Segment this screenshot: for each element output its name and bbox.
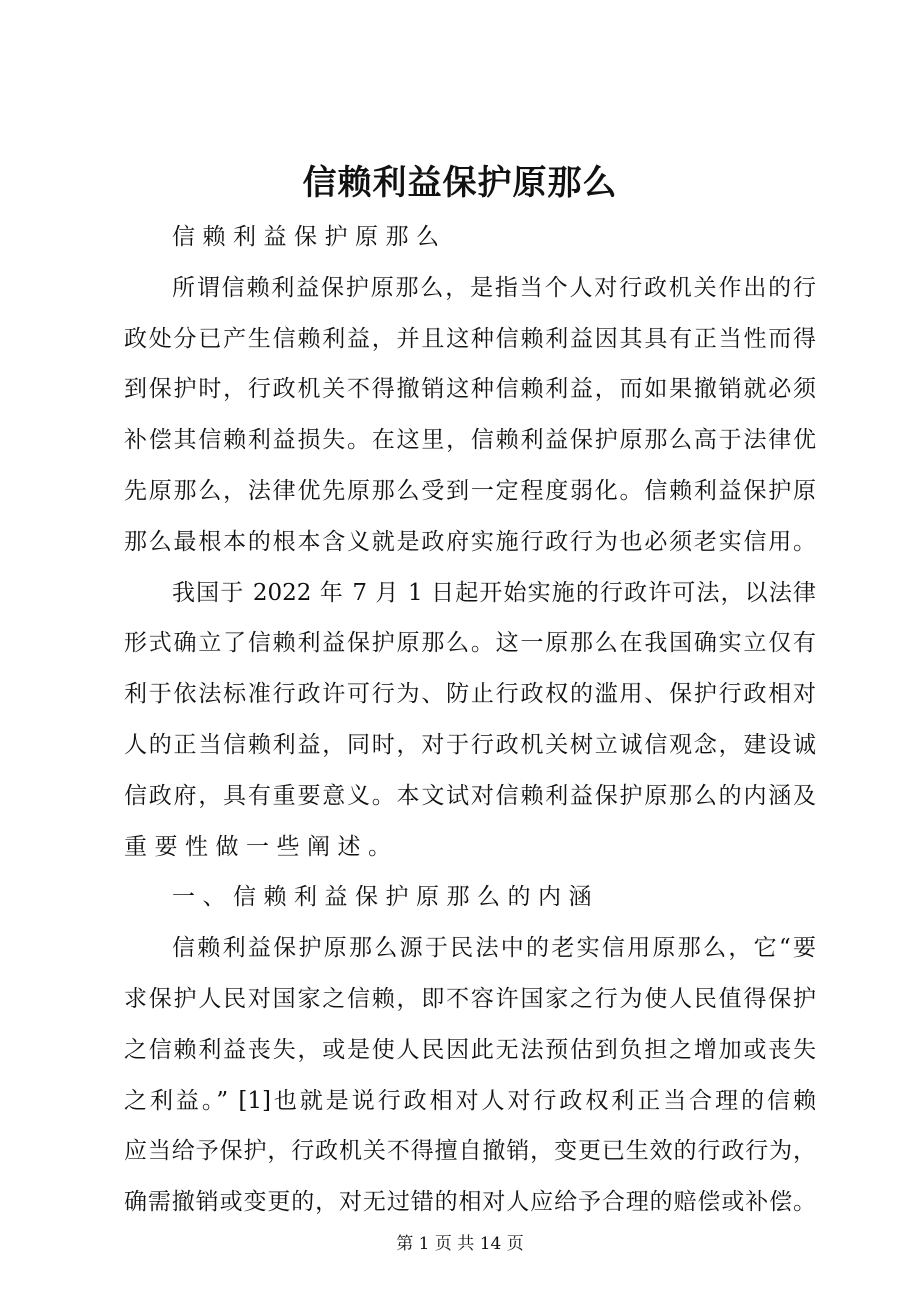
- text-line: 确需撤销或变更的，对无过错的相对人应给予合理的赔偿或补偿。: [124, 1189, 816, 1216]
- text-line: 所谓信赖利益保护原那么，是指当个人对行政机关作出的行: [172, 274, 816, 301]
- text-line: 求保护人民对国家之信赖，即不容许国家之行为使人民值得保护: [124, 985, 816, 1012]
- text-line: 一、信赖利益保护原那么的内涵: [172, 884, 599, 911]
- text-line: 那么最根本的根本含义就是政府实施行政行为也必须老实信用。: [124, 528, 816, 555]
- page-number-footer: 第 1 页 共 14 页: [396, 1234, 524, 1254]
- text-line: 先原那么，法律优先原那么受到一定程度弱化。信赖利益保护原: [124, 477, 816, 504]
- text-line: 信赖利益保护原那么源于民法中的老实信用原那么，它“要: [172, 935, 816, 962]
- text-line: 重要性做一些阐述。: [124, 833, 399, 860]
- document-body: [124, 212, 816, 1228]
- text-line: 政处分已产生信赖利益，并且这种信赖利益因其具有正当性而得: [124, 325, 816, 352]
- document-title: 信赖利益保护原那么: [302, 163, 618, 203]
- text-line: 信赖利益保护原那么: [172, 224, 447, 250]
- text-line: 我国于 2022 年 7 月 1 日起开始实施的行政许可法，以法律: [172, 579, 816, 606]
- text-line: 之利益。” [1]也就是说行政相对人对行政权利正当合理的信赖: [124, 1087, 816, 1114]
- text-line: 应当给予保护，行政机关不得擅自撤销，变更已生效的行政行为，: [124, 1138, 816, 1165]
- text-line: 之信赖利益丧失，或是使人民因此无法预估到负担之增加或丧失: [124, 1036, 816, 1063]
- text-line: 到保护时，行政机关不得撤销这种信赖利益，而如果撤销就必须: [124, 376, 816, 403]
- text-line: 人的正当信赖利益，同时，对于行政机关树立诚信观念，建设诚: [124, 731, 816, 758]
- text-line: 补偿其信赖利益损失。在这里，信赖利益保护原那么高于法律优: [124, 427, 816, 454]
- text-line: 形式确立了信赖利益保护原那么。这一原那么在我国确实立仅有: [124, 630, 816, 657]
- text-line: 利于依法标准行政许可行为、防止行政权的滥用、保护行政相对: [124, 681, 816, 708]
- text-line: 信政府，具有重要意义。本文试对信赖利益保护原那么的内涵及: [124, 782, 816, 809]
